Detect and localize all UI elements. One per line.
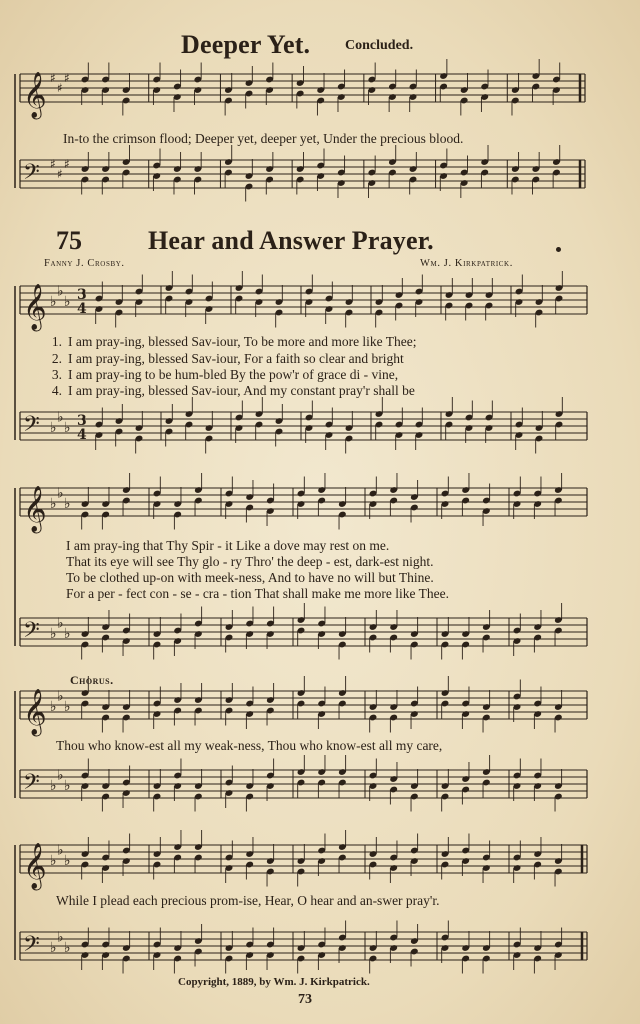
- sharp-icon: ♯: [64, 157, 70, 172]
- flat-icon: ♭: [57, 767, 64, 784]
- flat-icon: ♭: [57, 929, 64, 946]
- verse-number: 3.: [51, 367, 62, 382]
- copyright-notice: Copyright, 1889, by Wm. J. Kirkpatrick.: [178, 976, 370, 988]
- sharp-icon: ♯: [64, 71, 70, 86]
- flat-icon: ♭: [50, 626, 57, 642]
- ornament-dot: [552, 240, 561, 258]
- sharp-icon: ♯: [57, 81, 63, 95]
- bass-clef-icon: 𝄢: [23, 160, 40, 190]
- verse-text: I am pray-ing, blessed Sav-iour, And my constant pray'r shall be: [68, 383, 415, 398]
- verse-number: 4.: [51, 383, 62, 398]
- verse-1-line-1: [40, 334, 417, 350]
- verse-number: 1.: [51, 334, 62, 349]
- flat-icon: ♭: [50, 853, 57, 869]
- verse-1-line-2: I am pray-ing that Thy Spir - it Like a dove may rest on me.: [66, 538, 390, 553]
- section-subtitle: Concluded.: [345, 38, 414, 53]
- sharp-icon: ♯: [57, 167, 63, 181]
- time-signature: 4: [77, 301, 87, 317]
- verse-3-line-1: [40, 367, 398, 383]
- verse-text: I am pray-ing, blessed Sav-iour, To be more and more like Thee;: [68, 334, 417, 349]
- bass-clef-icon: 𝄢: [23, 412, 40, 442]
- bass-clef-icon: 𝄢: [23, 932, 40, 962]
- flat-icon: ♭: [64, 699, 71, 715]
- hymn-title: Hear and Answer Prayer.: [148, 226, 434, 255]
- verse-4-line-2: For a per - fect con - se - cra - tion That shall make me more like Thee.: [66, 586, 449, 601]
- treble-clef-icon: 𝄞: [23, 284, 47, 330]
- flat-icon: ♭: [64, 778, 71, 794]
- flat-icon: ♭: [64, 496, 71, 512]
- flat-icon: ♭: [50, 699, 57, 715]
- verse-3-line-2: To be clothed up-on with meek-ness, And to have no will but Thine.: [66, 570, 434, 585]
- chorus-label: Chorus.: [70, 673, 114, 687]
- treble-clef-icon: 𝄞: [23, 843, 47, 889]
- flat-icon: ♭: [57, 615, 64, 632]
- time-signature: 3: [77, 287, 87, 303]
- chorus-line-2: While I plead each precious prom-ise, Hear, O hear and an-swer pray'r.: [56, 893, 440, 908]
- lyricist-credit: Fanny J. Crosby.: [44, 258, 125, 269]
- time-signature: 3: [77, 413, 87, 429]
- flat-icon: ♭: [50, 496, 57, 512]
- section-title: Deeper Yet.: [181, 30, 311, 59]
- chorus-line-1: Thou who know-est all my weak-ness, Thou who know-est all my care,: [56, 738, 443, 753]
- sharp-icon: ♯: [50, 157, 56, 172]
- flat-icon: ♭: [64, 294, 71, 310]
- sharp-icon: ♯: [50, 71, 56, 86]
- flat-icon: ♭: [57, 485, 64, 502]
- flat-icon: ♭: [64, 940, 71, 956]
- verse-4-line-1: [40, 383, 415, 399]
- flat-icon: ♭: [50, 294, 57, 310]
- lyric-line: In-to the crimson flood; Deeper yet, deeper yet, Under the precious blood.: [63, 131, 464, 146]
- treble-clef-icon: 𝄞: [23, 486, 47, 532]
- page-number: 73: [298, 992, 312, 1007]
- flat-icon: ♭: [64, 420, 71, 436]
- bass-clef-icon: 𝄢: [23, 770, 40, 800]
- verse-text: I am pray-ing, blessed Sav-iour, For a faith so clear and bright: [68, 351, 404, 366]
- flat-icon: ♭: [50, 420, 57, 436]
- flat-icon: ♭: [64, 626, 71, 642]
- verse-text: I am pray-ing to be hum-bled By the pow'r of grace di - vine,: [68, 367, 399, 382]
- verse-2-line-1: [40, 351, 404, 367]
- verse-number: 2.: [51, 351, 62, 366]
- composer-credit: Wm. J. Kirkpatrick.: [420, 258, 513, 269]
- flat-icon: ♭: [57, 283, 64, 300]
- flat-icon: ♭: [57, 842, 64, 859]
- flat-icon: ♭: [50, 778, 57, 794]
- flat-icon: ♭: [57, 688, 64, 705]
- flat-icon: ♭: [57, 409, 64, 426]
- time-signature: 4: [77, 427, 87, 443]
- flat-icon: ♭: [64, 853, 71, 869]
- bass-clef-icon: 𝄢: [23, 618, 40, 648]
- treble-clef-icon: 𝄞: [23, 689, 47, 735]
- treble-clef-icon: 𝄞: [23, 72, 47, 118]
- flat-icon: ♭: [50, 940, 57, 956]
- hymn-number: 75: [56, 226, 82, 255]
- verse-2-line-2: That its eye will see Thy glo - ry Thro' the deep - est, dark-est night.: [66, 554, 434, 569]
